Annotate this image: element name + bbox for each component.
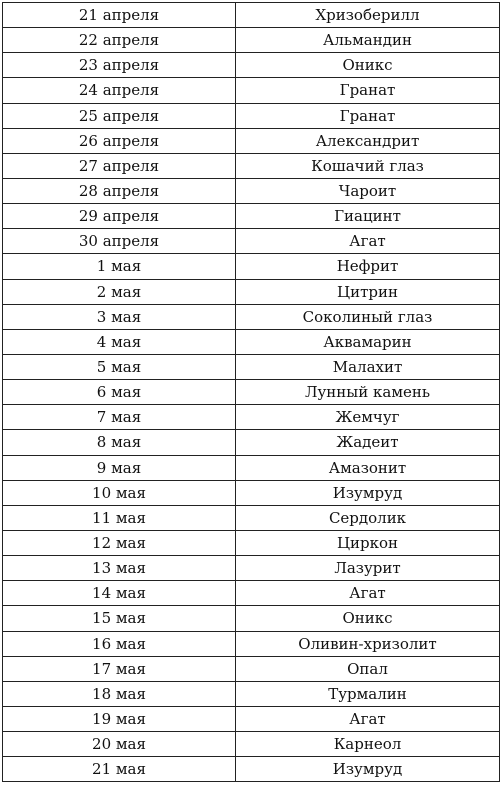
table-row [3, 279, 500, 304]
stone-cell: Цитрин [236, 279, 500, 304]
birthstone-table [2, 2, 500, 782]
table-row [3, 103, 500, 128]
date-cell: 21 апреля [3, 3, 236, 28]
date-cell: 23 апреля [3, 53, 236, 78]
stone-cell: Карнеол [236, 732, 500, 757]
table-row [3, 304, 500, 329]
table-row [3, 204, 500, 229]
date-cell: 18 мая [3, 681, 236, 706]
date-cell: 29 апреля [3, 204, 236, 229]
stone-cell: Жадеит [236, 430, 500, 455]
date-cell: 28 апреля [3, 178, 236, 203]
table-row [3, 631, 500, 656]
table-row [3, 380, 500, 405]
date-cell: 15 мая [3, 606, 236, 631]
table-row [3, 681, 500, 706]
date-cell: 17 мая [3, 656, 236, 681]
table-row [3, 229, 500, 254]
date-cell: 6 мая [3, 380, 236, 405]
table-row [3, 430, 500, 455]
stone-cell: Соколиный глаз [236, 304, 500, 329]
birthstone-table-body [3, 3, 500, 782]
stone-cell: Чароит [236, 178, 500, 203]
table-row [3, 53, 500, 78]
stone-cell: Гранат [236, 78, 500, 103]
date-cell: 30 апреля [3, 229, 236, 254]
birthstone-table-container [2, 2, 497, 782]
table-row [3, 178, 500, 203]
table-row [3, 329, 500, 354]
date-cell: 21 мая [3, 757, 236, 782]
date-cell: 4 мая [3, 329, 236, 354]
date-cell: 11 мая [3, 505, 236, 530]
date-cell: 19 мая [3, 706, 236, 731]
stone-cell: Жемчуг [236, 405, 500, 430]
date-cell: 10 мая [3, 480, 236, 505]
table-row [3, 530, 500, 555]
table-row [3, 556, 500, 581]
stone-cell: Турмалин [236, 681, 500, 706]
table-row [3, 128, 500, 153]
date-cell: 16 мая [3, 631, 236, 656]
stone-cell: Александрит [236, 128, 500, 153]
stone-cell: Оникс [236, 606, 500, 631]
date-cell: 25 апреля [3, 103, 236, 128]
stone-cell: Альмандин [236, 28, 500, 53]
stone-cell: Кошачий глаз [236, 153, 500, 178]
date-cell: 2 мая [3, 279, 236, 304]
table-row [3, 505, 500, 530]
table-row [3, 732, 500, 757]
stone-cell: Нефрит [236, 254, 500, 279]
date-cell: 12 мая [3, 530, 236, 555]
table-row [3, 656, 500, 681]
table-row [3, 706, 500, 731]
table-row [3, 28, 500, 53]
stone-cell: Сердолик [236, 505, 500, 530]
date-cell: 24 апреля [3, 78, 236, 103]
stone-cell: Оливин-хризолит [236, 631, 500, 656]
table-row [3, 153, 500, 178]
stone-cell: Малахит [236, 354, 500, 379]
table-row [3, 606, 500, 631]
date-cell: 14 мая [3, 581, 236, 606]
table-row [3, 254, 500, 279]
date-cell: 5 мая [3, 354, 236, 379]
stone-cell: Лазурит [236, 556, 500, 581]
table-row [3, 354, 500, 379]
stone-cell: Изумруд [236, 757, 500, 782]
stone-cell: Аквамарин [236, 329, 500, 354]
date-cell: 20 мая [3, 732, 236, 757]
table-row [3, 581, 500, 606]
table-row [3, 455, 500, 480]
stone-cell: Изумруд [236, 480, 500, 505]
stone-cell: Опал [236, 656, 500, 681]
table-row [3, 480, 500, 505]
stone-cell: Гиацинт [236, 204, 500, 229]
date-cell: 27 апреля [3, 153, 236, 178]
date-cell: 22 апреля [3, 28, 236, 53]
stone-cell: Лунный камень [236, 380, 500, 405]
table-row [3, 3, 500, 28]
stone-cell: Оникс [236, 53, 500, 78]
stone-cell: Гранат [236, 103, 500, 128]
table-row [3, 405, 500, 430]
stone-cell: Агат [236, 229, 500, 254]
date-cell: 9 мая [3, 455, 236, 480]
date-cell: 7 мая [3, 405, 236, 430]
date-cell: 26 апреля [3, 128, 236, 153]
date-cell: 3 мая [3, 304, 236, 329]
stone-cell: Агат [236, 706, 500, 731]
date-cell: 13 мая [3, 556, 236, 581]
stone-cell: Амазонит [236, 455, 500, 480]
stone-cell: Хризоберилл [236, 3, 500, 28]
table-row [3, 78, 500, 103]
stone-cell: Циркон [236, 530, 500, 555]
date-cell: 1 мая [3, 254, 236, 279]
date-cell: 8 мая [3, 430, 236, 455]
table-row [3, 757, 500, 782]
stone-cell: Агат [236, 581, 500, 606]
